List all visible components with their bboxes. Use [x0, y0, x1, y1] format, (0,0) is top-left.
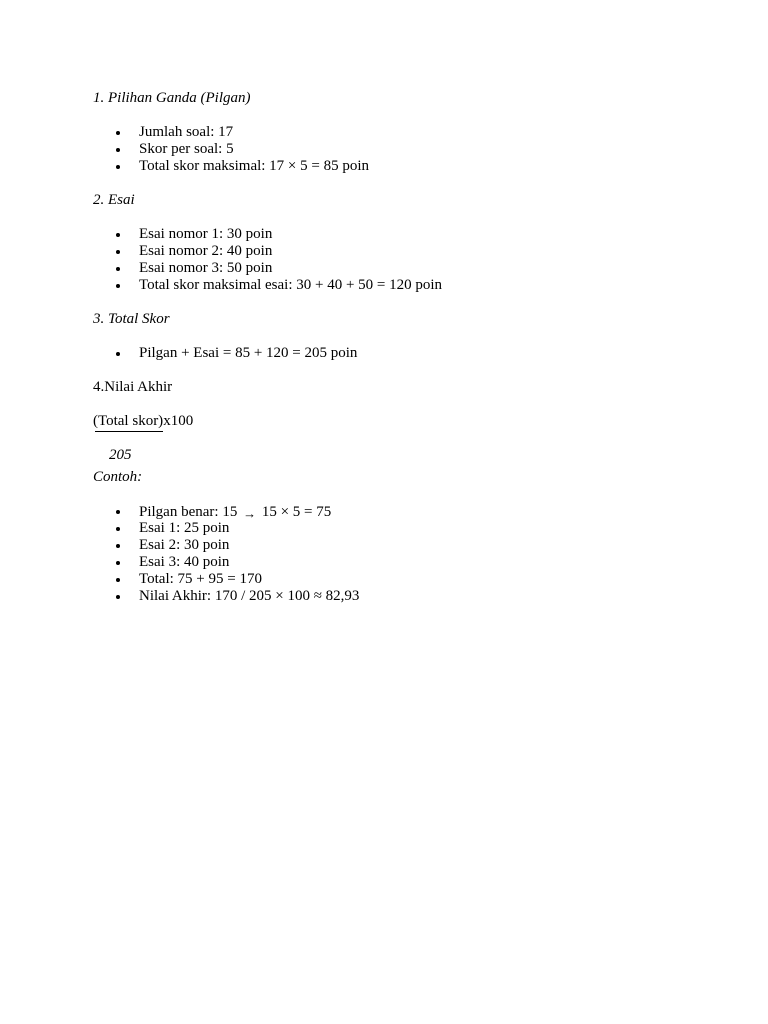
formula-denominator: 205 — [109, 447, 132, 463]
heading-esai: 2. Esai — [93, 192, 135, 208]
formula-multiplier: x100 — [163, 413, 194, 429]
bullet-icon — [116, 527, 120, 531]
list-esai — [93, 226, 713, 294]
heading-contoh: Contoh: — [93, 469, 143, 485]
bullet-icon — [116, 578, 120, 582]
list-item: Esai 2: 30 poin — [93, 537, 713, 554]
formula-numerator-line — [93, 412, 713, 430]
bullet-icon — [116, 561, 120, 565]
list-item: Total skor maksimal: 17 × 5 = 85 poin — [93, 158, 713, 175]
bullet-icon — [116, 544, 120, 548]
heading-nilai-akhir: 4.Nilai Akhir — [93, 379, 173, 395]
list-item: Jumlah soal: 17 — [93, 124, 713, 141]
section-pilgan — [93, 89, 713, 175]
bullet-icon — [116, 148, 120, 152]
bullet-icon — [116, 267, 120, 271]
list-item: Nilai Akhir: 170 / 205 × 100 ≈ 82,93 — [93, 588, 713, 605]
bullet-icon — [116, 165, 120, 169]
bullet-icon — [116, 510, 120, 514]
section-nilai-akhir — [93, 378, 713, 464]
bullet-icon — [116, 250, 120, 254]
list-item: Esai nomor 2: 40 poin — [93, 243, 713, 260]
heading-pilgan: 1. Pilihan Ganda (Pilgan) — [93, 90, 251, 106]
arrow-right-icon: → — [243, 506, 257, 521]
bullet-icon — [116, 284, 120, 288]
list-contoh — [93, 503, 713, 605]
list-item: Esai 3: 40 poin — [93, 554, 713, 571]
list-total-skor — [93, 345, 713, 362]
heading-total-skor: 3. Total Skor — [93, 311, 170, 327]
bullet-icon — [116, 233, 120, 237]
list-pilgan — [93, 124, 713, 175]
section-total-skor — [93, 310, 713, 362]
formula-numerator: (Total skor) — [93, 413, 164, 429]
document-page — [93, 89, 713, 605]
list-item: Esai nomor 3: 50 poin — [93, 260, 713, 277]
list-item: Esai nomor 1: 30 poin — [93, 226, 713, 243]
list-item: Esai 1: 25 poin — [93, 520, 713, 537]
section-esai — [93, 191, 713, 294]
list-item: Skor per soal: 5 — [93, 141, 713, 158]
list-item: Total: 75 + 95 = 170 — [93, 571, 713, 588]
bullet-icon — [116, 595, 120, 599]
bullet-icon — [116, 131, 120, 135]
bullet-icon — [116, 352, 120, 356]
list-item: Pilgan benar: 15 → 15 × 5 = 75 — [93, 503, 713, 520]
section-contoh — [93, 468, 713, 605]
list-item: Total skor maksimal esai: 30 + 40 + 50 = 120 poin — [93, 277, 713, 294]
list-item: Pilgan + Esai = 85 + 120 = 205 poin — [93, 345, 713, 362]
